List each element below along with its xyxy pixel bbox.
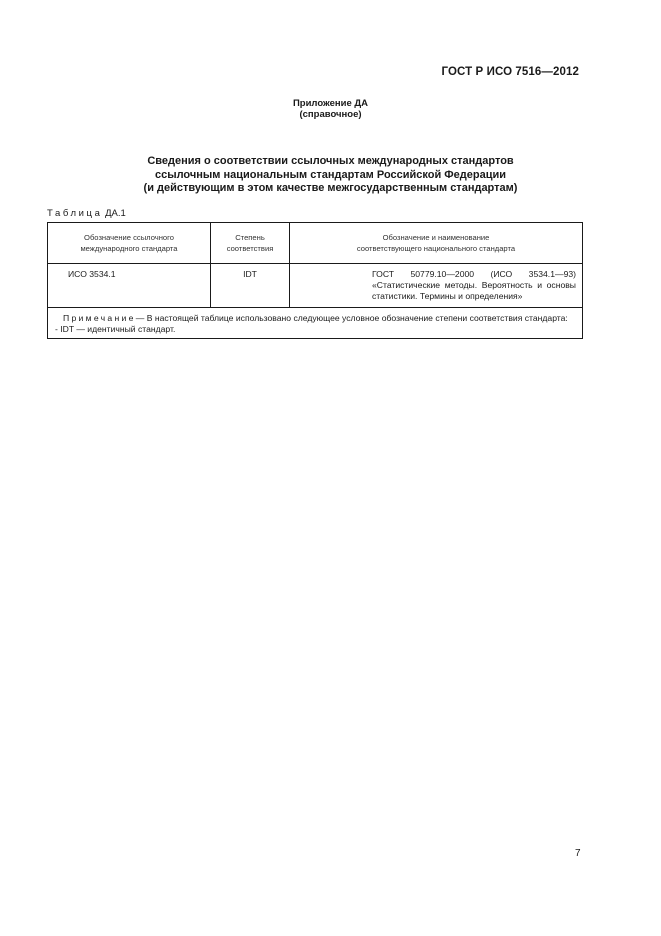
- header-intl-standard: [48, 223, 211, 264]
- table-note: [48, 308, 583, 339]
- table-caption: [47, 208, 126, 219]
- table-caption-number: ДА.1: [105, 208, 126, 219]
- annex-title: [0, 155, 661, 196]
- note-item: - IDT — идентичный стандарт.: [55, 324, 176, 334]
- header-line: международного стандарта: [80, 244, 178, 253]
- annex-title-line: (и действующим в этом качестве межгосударственным стандартам): [143, 182, 518, 194]
- annex-heading: [0, 98, 661, 120]
- note-text: — В настоящей таблице использовано следующее условное обозначение степени соответствия стандарта:: [135, 313, 568, 323]
- table-note-row: [48, 308, 583, 339]
- annex-title-line: Сведения о соответствии ссылочных международных стандартов: [147, 155, 514, 167]
- cell-intl-standard: ИСО 3534.1: [48, 264, 211, 308]
- header-degree: [211, 223, 290, 264]
- header-line: Обозначение и наименование: [382, 232, 490, 242]
- header-national-standard: [290, 223, 583, 264]
- annex-title-line: ссылочным национальным стандартам Российской Федерации: [154, 168, 507, 181]
- cell-degree: IDT: [211, 264, 290, 308]
- cell-national-standard: ГОСТ 50779.10—2000 (ИСО 3534.1—93) «Статистические методы. Вероятность и основы статистики. Термины и определения»: [290, 264, 583, 308]
- header-line: соответствующего национального стандарта: [356, 244, 516, 253]
- header-line: соответствия: [226, 244, 274, 253]
- page-number: 7: [575, 848, 581, 859]
- table-caption-word: Таблица: [47, 208, 103, 219]
- correspondence-table: [47, 222, 583, 339]
- table-row: [48, 264, 583, 308]
- annex-status: (справочное): [299, 109, 362, 120]
- header-line: Степень: [235, 232, 265, 242]
- annex-label: Приложение ДА: [292, 98, 369, 109]
- document-code: ГОСТ Р ИСО 7516—2012: [441, 66, 579, 78]
- note-lead: [52, 313, 578, 324]
- header-line: Обозначение ссылочного: [84, 232, 174, 242]
- table-header-row: [48, 223, 583, 264]
- note-label: Примечание: [63, 313, 136, 323]
